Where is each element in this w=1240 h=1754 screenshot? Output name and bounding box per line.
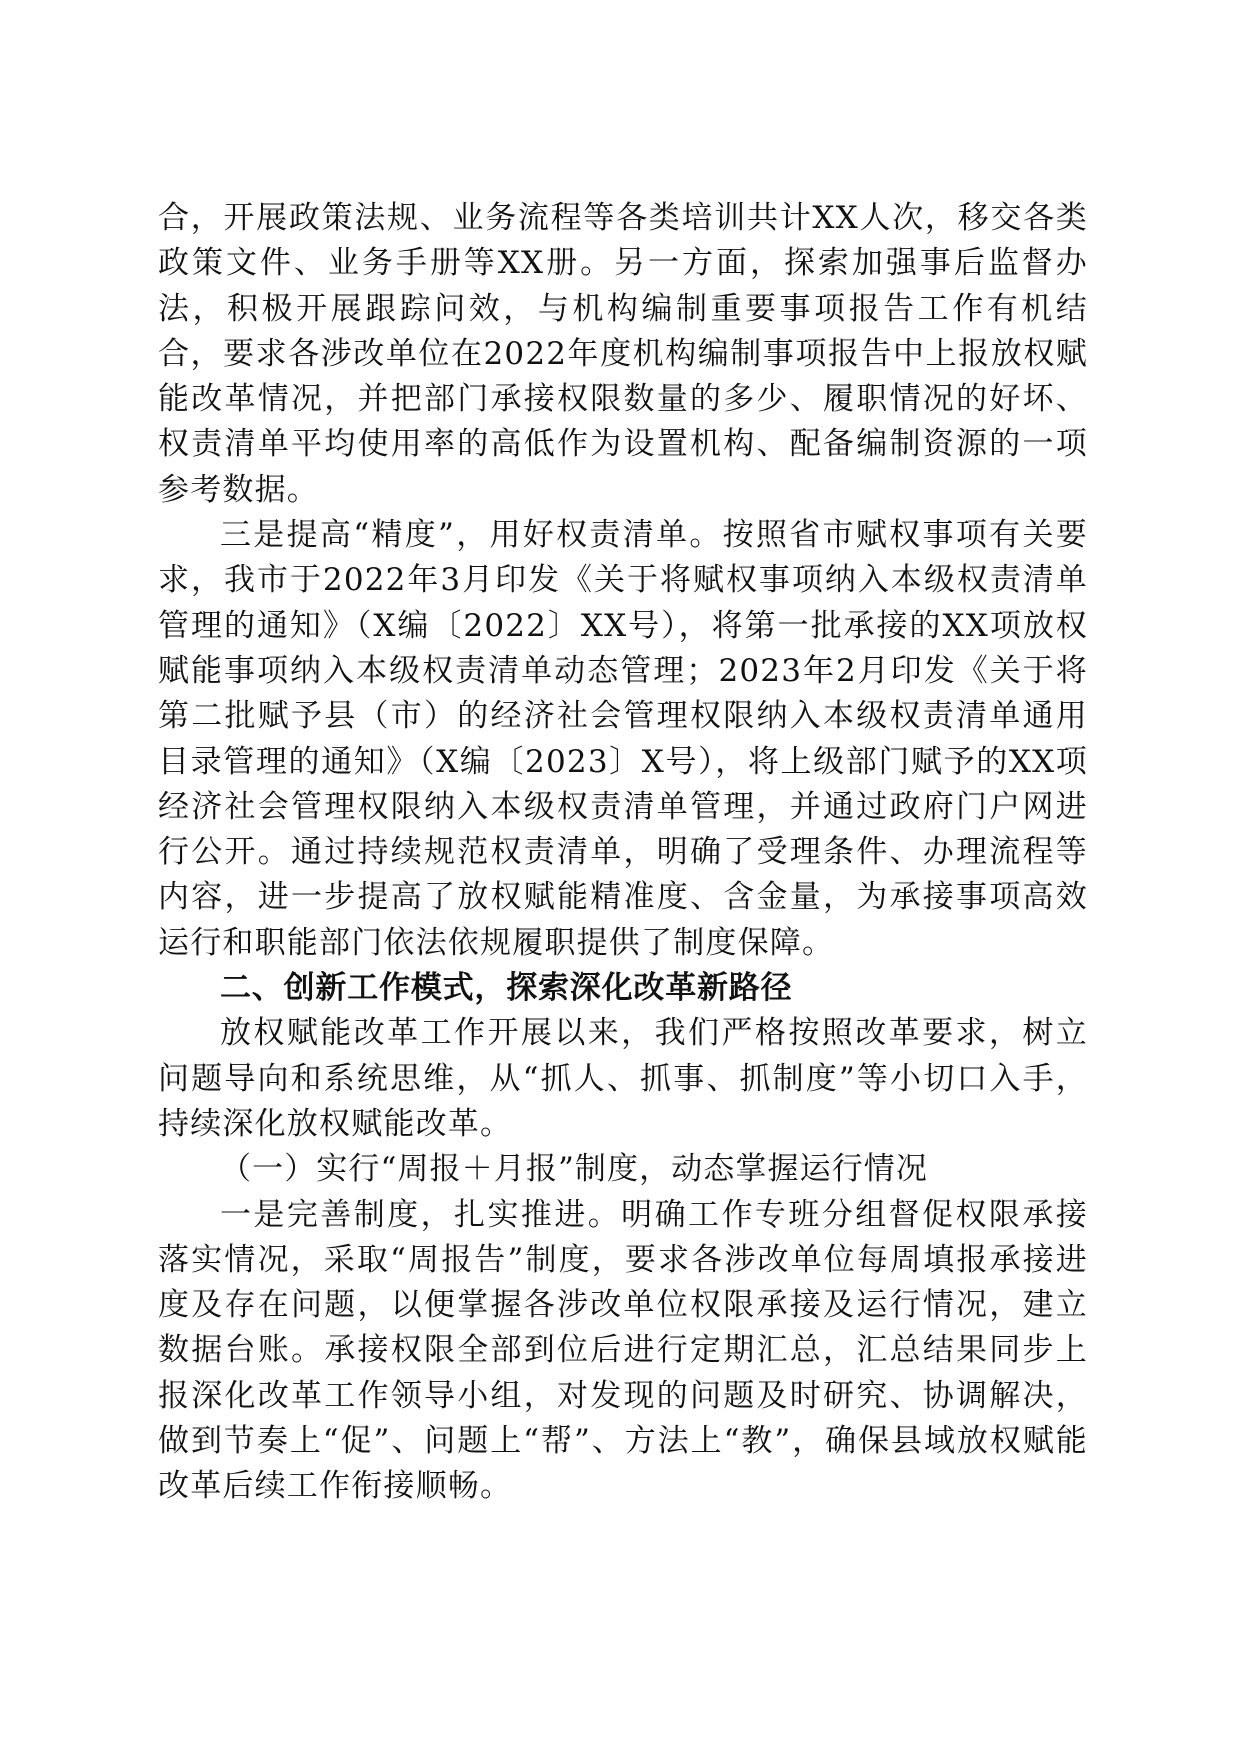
paragraph-continuation: 合，开展政策法规、业务流程等各类培训共计XX人次，移交各类政策文件、业务手册等XX册。另一方面，探索加强事后监督办法，积极开展跟踪问效，与机构编制重要事项报告工作有机结合，要求各涉改单位在2022年度机构编制事项报告中上报放权赋能改革情况，并把部门承接权限数量的多少、履职情况的好坏、权责清单平均使用率的高低作为设置机构、配备编制资源的一项参考数据。 (158, 200, 1088, 508)
paragraph-intro: 放权赋能改革工作开展以来，我们严格按照改革要求，树立问题导向和系统思维，从“抓人、抓事、抓制度”等小切口入手，持续深化放权赋能改革。 (158, 1015, 1088, 1142)
paragraph-accuracy: 三是提高“精度”，用好权责清单。按照省市赋权事项有关要求，我市于2022年3月印发《关于将赋权事项纳入本级权责清单管理的通知》（X编〔2022〕XX号），将第一批承接的XX项放权赋能事项纳入本级权责清单动态管理；2023年2月印发《关于将第二批赋予县（市）的经济社会管理权限纳入本级权责清单通用目录管理的通知》（X编〔2023〕X号），将上级部门赋予的XX项经济社会管理权限纳入本级权责清单管理，并通过政府门户网进行公开。通过持续规范权责清单，明确了受理条件、办理流程等内容，进一步提高了放权赋能精准度、含金量，为承接事项高效运行和职能部门依法依规履职提供了制度保障。 (158, 517, 1088, 961)
paragraph-system: 一是完善制度，扎实推进。明确工作专班分组督促权限承接落实情况，采取“周报告”制度，要求各涉改单位每周填报承接进度及存在问题，以便掌握各涉改单位权限承接及运行情况，建立数据台账。承接权限全部到位后进行定期汇总，汇总结果同步上报深化改革工作领导小组，对发现的问题及时研究、协调解决，做到节奏上“促”、问题上“帮”、方法上“教”，确保县域放权赋能改革后续工作衔接顺畅。 (158, 1196, 1088, 1505)
section-heading: 二、创新工作模式，探索深化改革新路径 (220, 970, 793, 1007)
document-page (158, 196, 1088, 1510)
subsection-heading: （一）实行“周报＋月报”制度，动态掌握运行情况 (220, 1151, 928, 1188)
